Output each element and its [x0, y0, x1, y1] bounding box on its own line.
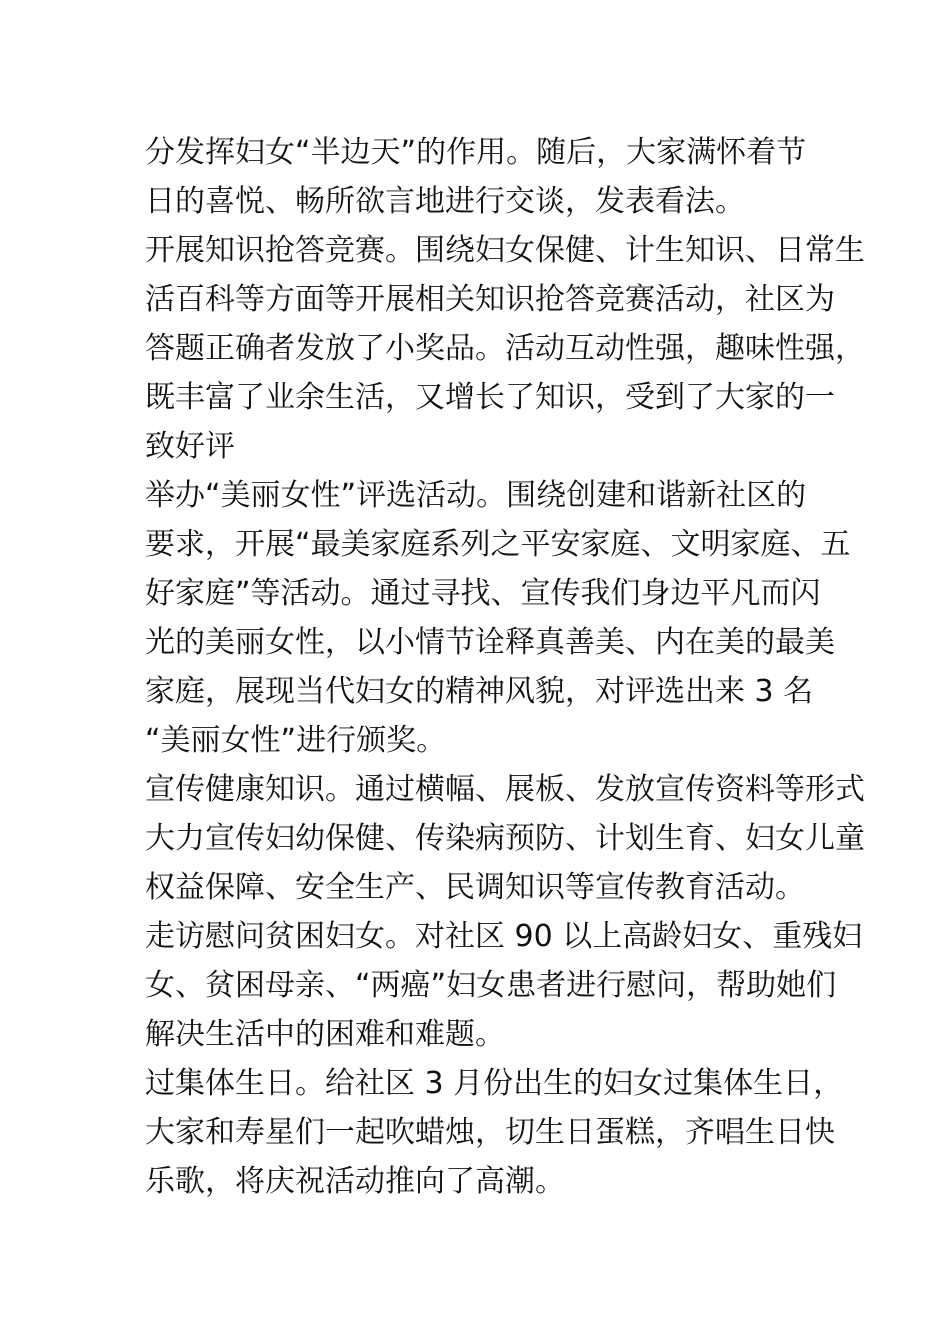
- text-line: 走访慰问贫困妇女。对社区 90 以上高龄妇女、重残妇: [145, 919, 863, 954]
- paragraph-1: [145, 128, 815, 226]
- text-line: “美丽女性”进行颁奖。: [145, 723, 447, 758]
- text-line: 女、贫困母亲、“两癌”妇女患者进行慰问，帮助她们: [145, 968, 837, 1003]
- text-line: 分发挥妇女“半边天”的作用。随后，大家满怀着节: [145, 135, 807, 170]
- paragraph-2: [145, 226, 865, 471]
- text-line: 宣传健康知识。通过横幅、展板、发放宣传资料等形式: [145, 772, 865, 807]
- text-line: 乐歌，将庆祝活动推向了高潮。: [145, 1164, 565, 1199]
- text-line: 权益保障、安全生产、民调知识等宣传教育活动。: [145, 870, 805, 905]
- text-line: 好家庭”等活动。通过寻找、宣传我们身边平凡而闪: [145, 576, 821, 611]
- paragraph-5: [145, 912, 863, 1059]
- text-line: 活百科等方面等开展相关知识抢答竞赛活动，社区为: [145, 282, 835, 317]
- text-line: 日的喜悦、畅所欲言地进行交谈，发表看法。: [145, 184, 745, 219]
- text-line: 解决生活中的困难和难题。: [145, 1017, 505, 1052]
- text-line: 举办“美丽女性”评选活动。围绕创建和谐新社区的: [145, 478, 807, 513]
- text-line: 致好评: [145, 429, 235, 464]
- text-line: 既丰富了业余生活，又增长了知识，受到了大家的一: [145, 380, 835, 415]
- paragraph-3: [145, 471, 851, 765]
- document-body: [145, 128, 865, 1206]
- paragraph-6: [145, 1059, 844, 1206]
- text-line: 过集体生日。给社区 3 月份出生的妇女过集体生日，: [145, 1066, 844, 1101]
- paragraph-4: [145, 765, 865, 912]
- text-line: 家庭，展现当代妇女的精神风貌，对评选出来 3 名: [145, 674, 814, 709]
- text-line: 开展知识抢答竞赛。围绕妇女保健、计生知识、日常生: [145, 233, 865, 268]
- text-line: 要求，开展“最美家庭系列之平安家庭、文明家庭、五: [145, 527, 851, 562]
- text-line: 大家和寿星们一起吹蜡烛，切生日蛋糕，齐唱生日快: [145, 1115, 835, 1150]
- text-line: 光的美丽女性，以小情节诠释真善美、内在美的最美: [145, 625, 835, 660]
- text-line: 大力宣传妇幼保健、传染病预防、计划生育、妇女儿童: [145, 821, 865, 856]
- text-line: 答题正确者发放了小奖品。活动互动性强，趣味性强，: [145, 331, 865, 366]
